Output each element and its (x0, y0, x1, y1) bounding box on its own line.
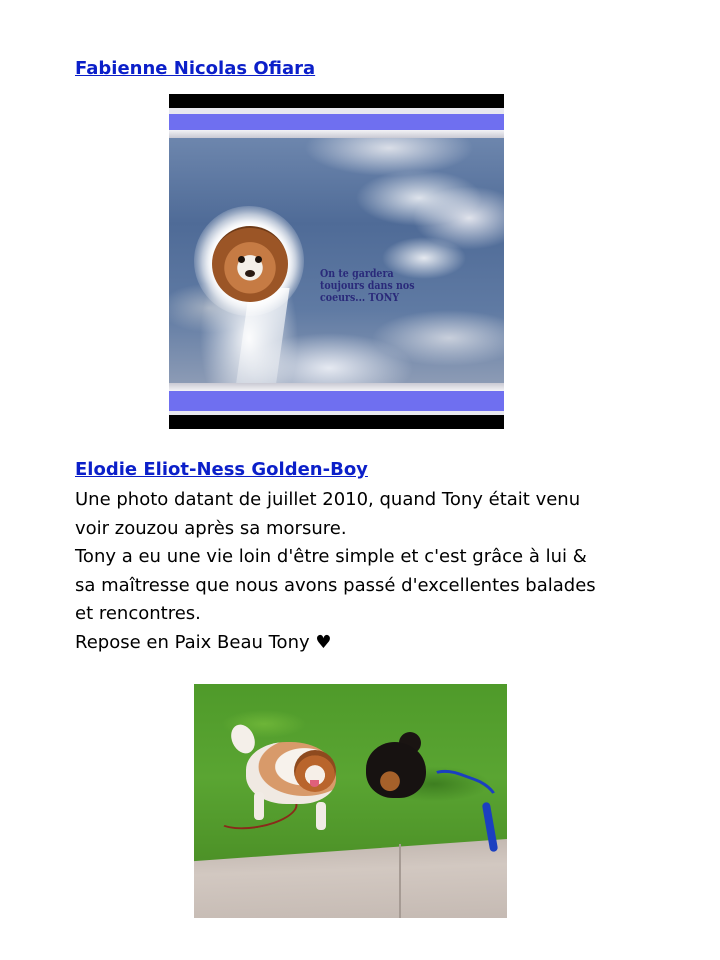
comment-line: Une photo datant de juillet 2010, quand Tony était venu (75, 489, 581, 510)
dog-eye (238, 256, 245, 263)
cloudy-sky (169, 138, 504, 383)
frame-band (169, 114, 504, 130)
dog-leg (254, 792, 264, 820)
frame-band (169, 94, 504, 108)
dog-leg (316, 802, 326, 830)
frame-band (169, 383, 504, 391)
frame-band (169, 130, 504, 138)
comment-line: sa maîtresse que nous avons passé d'excellentes balades (75, 574, 596, 596)
comment-line: Tony a eu une vie loin d'être simple et c'est grâce à lui & (75, 546, 587, 567)
dogs-photo (194, 684, 507, 918)
memorial-image (169, 94, 504, 429)
pavement (194, 839, 507, 918)
dog-portrait (212, 226, 288, 302)
dog-eye (255, 256, 262, 263)
comment-line: voir zouzou après sa morsure. (75, 517, 347, 539)
frame-band (169, 415, 504, 429)
author-link-fabienne[interactable]: Fabienne Nicolas Ofiara (75, 58, 316, 79)
comment-line: Repose en Paix Beau Tony ♥ (75, 631, 332, 653)
dog-nose (245, 270, 255, 277)
pavement-joint (399, 844, 401, 918)
author-link-elodie[interactable]: Elodie Eliot-Ness Golden-Boy (75, 459, 368, 480)
memorial-caption (320, 268, 432, 304)
caption-line: coeurs... TONY (320, 291, 400, 304)
black-dog-body (366, 742, 426, 798)
dog-tongue (310, 780, 319, 787)
caption-line: toujours dans nos (320, 279, 415, 292)
caption-line: On te gardera (320, 267, 394, 280)
frame-band (169, 391, 504, 411)
comment-line: et rencontres. (75, 603, 201, 624)
comment-text (75, 486, 675, 657)
